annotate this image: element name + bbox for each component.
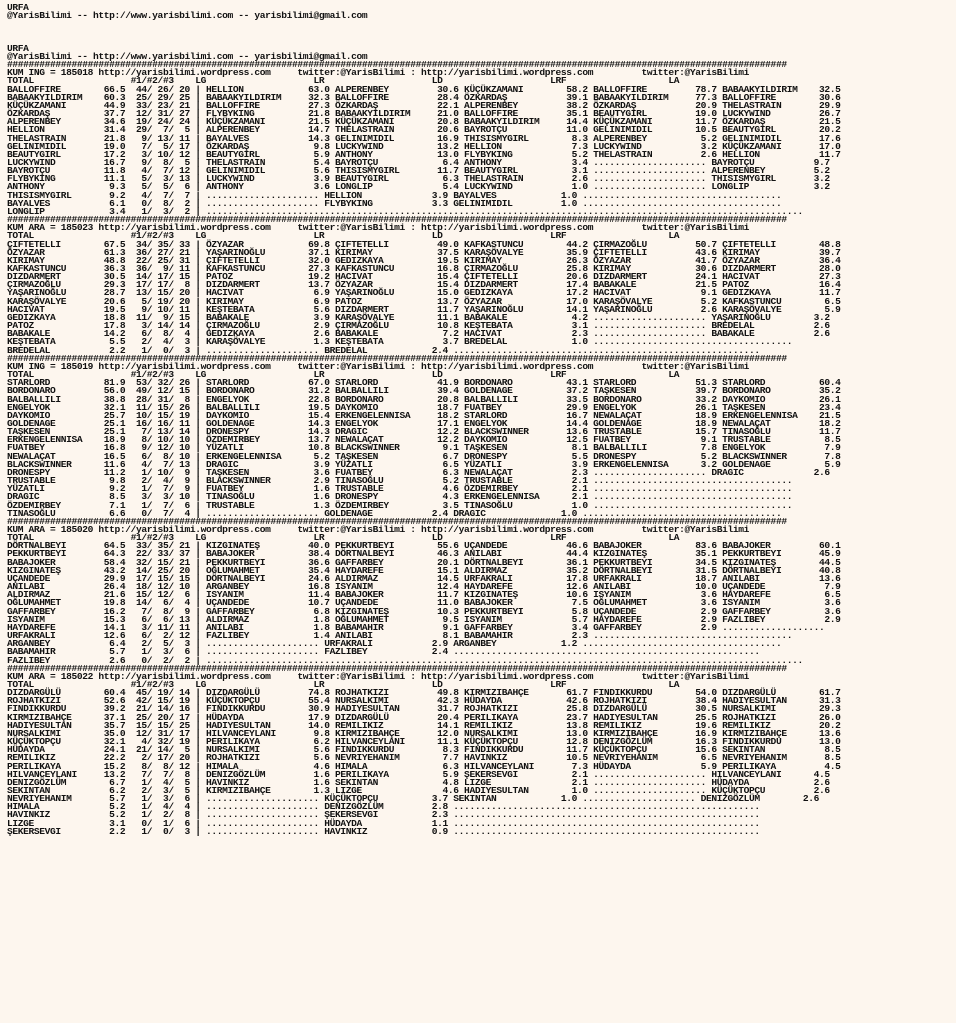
horse-row: OĞLUMAHMET 19.8 14/ 6/ 4 | UÇANDEDE 10.7 UÇANDEDE 11.0 BABAJOKER 7.5 OĞLUMAHMET 3.6 ISYANIM 3.6 <box>7 597 841 609</box>
horse-row: TRUSTABLE 9.8 2/ 4/ 9 | BLACKSWINNER 2.9 TINASOĞLU 5.2 TRUSTABLE 2.1 ..................................... <box>7 475 793 487</box>
horse-row: URFAKRALI 12.6 6/ 2/ 12 | FAZLIBEY 1.4 ANILABI 8.1 BABAMAHIR 2.3 ..................................... <box>7 630 793 642</box>
horse-row: KÜÇÜKZAMANI 44.9 33/ 23/ 21 | BALLOFFIRE 27.3 ÖZKARDAŞ 22.1 ALPERENBEY 38.2 ÖZKARDAŞ 20.9 THELASTRAIN 29.9 <box>7 99 841 111</box>
column-headers: TOTAL #1/#2/#3 LG LR LD LRF LA <box>7 75 680 87</box>
horse-row: THELASTRAIN 21.8 9/ 13/ 11 | BAYALVES 14.3 GELINIMIDIL 16.9 THISISMYGIRL 8.3 ALPERENBEY 5.2 GELINIMIDIL 17.6 <box>7 132 841 144</box>
horse-row: KAFKASTUNCU 36.3 36/ 9/ 11 | KAFKASTUNCU 27.3 KAFKASTUNCU 16.8 ÇIRMAZOĞLU 25.8 KIRIMAY 30.6 DIZDARMERT 28.0 <box>7 263 841 274</box>
horse-row: FLYBYKING 11.1 5/ 3/ 13 | LUCKYWIND 3.9 BEAUTYGIRL 6.3 THELASTRAIN 2.6 ..................... THISISMYGIRL 3.2 <box>7 173 830 185</box>
horse-row: KIRMIZIBAHÇE 37.1 25/ 20/ 17 | HÜDAYDA 17.9 DIZDARGÜLÜ 20.4 PERILIKAYA 23.7 HADIYESULTAN 25.5 ROJHATKIZI 26.0 <box>7 711 841 723</box>
horse-row: ÖZYAZAR 61.3 36/ 27/ 21 | YAŞARINOĞLU 37.1 KIRIMAY 37.5 KARAŞÖVALYE 35.9 ÇIFTETELLI 43.6 KIRIMAY 39.7 <box>7 246 841 258</box>
horse-row: TAŞKESEN 25.1 7/ 13/ 14 | DRONESPY 14.3 DRAGIC 12.2 BLACKSWINNER 13.6 TRUSTABLE 15.7 TINASOĞLU 11.7 <box>7 426 841 438</box>
horse-row: NEVRIYEHANIM 5.7 1/ 3/ 6 | ..................... KÜÇÜKTOPÇU 3.7 SEKINTAN 1.0 ..................... DENIZGÖZLÜM 2.6 <box>7 793 819 805</box>
race-title: KUM ING = 185018 http://yarisbilimi.wordpress.com twitter:@YarisBilimi : http://yarisbilimi.wordpress.com twitter:@YarisBilimi <box>7 67 750 79</box>
horse-row: GAFFARBEY 16.2 7/ 8/ 9 | GAFFARBEY 6.8 KIZGINATEŞ 10.3 PEKKURTBEYI 5.8 UÇANDEDE 2.9 GAFFARBEY 3.6 <box>7 605 841 617</box>
horse-row: GELINIMIDIL 19.0 7/ 5/ 17 | ÖZKARDAŞ 9.8 LUCKYWIND 13.2 HELLION 7.3 LUCKYWIND 3.2 KÜÇÜKZAMANI 17.0 <box>7 140 841 152</box>
horse-row: YAŞARINOĞLU 28.7 13/ 15/ 20 | HACIVAT 6.9 YAŞARINOĞLU 15.0 GEDIZKAYA 17.2 HACIVAT 9.1 GEDIZKAYA 11.7 <box>7 287 841 299</box>
horse-row: ISYANIM 15.3 6/ 6/ 13 | ALDIRMAZ 1.8 OĞLUMAHMET 9.5 ISYANIM 5.7 HAYDAREFE 2.9 FAZLIBEY 2.9 <box>7 613 841 625</box>
horse-row: FINDIKKURDU 39.2 21/ 14/ 16 | FINDIKKURDU 30.9 HADIYESULTAN 31.7 ROJHATKIZI 25.8 DIZDARGÜLÜ 30.5 NURSALKIMI 29.3 <box>7 703 841 715</box>
header-line <box>7 28 952 36</box>
horse-row: ROJHATKIZI 52.6 42/ 15/ 19 | KÜÇÜKTOPÇU 55.4 NURSALKIMI 42.3 HÜDAYDA 42.6 ROJHATKIZI 38.4 HADIYESULTAN 31.3 <box>7 695 841 707</box>
horse-row: BAYROTÇU 11.8 4/ 7/ 12 | GELINIMIDIL 5.6 THISISMYGIRL 11.7 BEAUTYGIRL 3.1 ..................... ALPERENBEY 5.2 <box>7 165 830 177</box>
horse-row: BABAKALE 14.2 6/ 8/ 4 | GEDIZKAYA 2.6 BABAKALE 7.2 HACIVAT 2.3 ..................... BABAKALE 2.6 <box>7 328 830 340</box>
separator-line: ################################################################################################################################################# <box>7 515 787 527</box>
horse-row: BEAUTYGIRL 17.2 3/ 10/ 12 | BEAUTYGIRL 5.9 ANTHONY 13.0 FLYBYKING 5.2 THELASTRAIN 2.6 HELLION 11.7 <box>7 148 841 160</box>
race-sheet <box>7 4 952 836</box>
horse-row: DRAGIC 8.5 3/ 3/ 10 | TINASOĞLU 1.6 DRONESPY 4.3 ERKENGELENNISA 2.1 ..................................... <box>7 491 793 503</box>
horse-row: HELLION 31.4 29/ 7/ 5 | ALPERENBEY 14.7 THELASTRAIN 20.6 BAYROTÇU 11.0 GELINIMIDIL 10.5 BEAUTYGIRL 20.2 <box>7 124 841 136</box>
horse-row: LONGLIP 3.4 1/ 3/ 2 | ............................................................................................................... <box>7 205 803 217</box>
horse-row: KARAŞÖVALYE 20.6 5/ 19/ 20 | KIRIMAY 6.9 PATOZ 13.7 ÖZYAZAR 17.0 KARAŞÖVALYE 5.2 KAFKASTUNCU 6.5 <box>7 295 841 307</box>
horse-row: HAVINKIZ 5.2 1/ 2/ 8 | ..................... ŞEKERSEVGI 2.3 ......................................................... <box>7 809 760 821</box>
horse-row: HIMALA 5.2 1/ 4/ 4 | ..................... DENIZGÖZLÜM 2.8 ......................................................... <box>7 801 760 813</box>
column-headers: TOTAL #1/#2/#3 LG LR LD LRF LA <box>7 532 680 544</box>
horse-row: BORDONARO 56.0 49/ 12/ 15 | BORDONARO 31.2 BALBALLILI 39.4 GOLDENAGE 37.2 TAŞKESEN 39.7 BORDONARO 35.2 <box>7 385 841 397</box>
horse-row: GEDIZKAYA 18.8 11/ 9/ 15 | BABAKALE 3.9 KARAŞÖVALYE 11.1 BABAKALE 4.2 ..................... YAŞARINOĞLU 3.2 <box>7 311 830 323</box>
horse-row: THISISMYGIRL 9.2 4/ 7/ 7 | ..................... HELLION 3.9 BAYALVES 1.0 ..................................... <box>7 189 782 201</box>
race-title: KUM ARA = 185023 http://yarisbilimi.wordpress.com twitter:@YarisBilimi : http://yarisbilimi.wordpress.com twitter:@YarisBilimi <box>7 222 750 234</box>
horse-row: PERILIKAYA 15.2 8/ 8/ 12 | HIMALA 4.6 HIMALA 6.3 HILVANCEYLANI 7.3 HÜDAYDA 5.9 PERILIKAYA 4.5 <box>7 760 841 772</box>
horse-row: ALPERENBEY 34.6 19/ 24/ 24 | KÜÇÜKZAMANI 21.5 KÜÇÜKZAMANI 20.8 BABAAKYILDIRIM 14.4 KÜÇÜKZAMANI 11.7 ÖZKARDAŞ 21.5 <box>7 116 841 128</box>
horse-row: ŞEKERSEVGI 2.2 1/ 0/ 3 | ..................... HAVINKIZ 0.9 ......................................................... <box>7 825 760 836</box>
horse-row: HACIVAT 19.5 9/ 10/ 11 | KEŞTEBATA 5.6 DIZDARMERT 11.7 YAŞARINOĞLU 14.1 YAŞARINOĞLU 2.6 KARAŞÖVALYE 5.9 <box>7 303 841 315</box>
horse-row: NEWALAÇAT 16.5 6/ 8/ 10 | ERKENGELENNISA 5.2 TAŞKESEN 6.7 DRONESPY 5.5 DRONESPY 5.2 BLACKSWINNER 7.8 <box>7 450 841 462</box>
horse-row: BLACKSWINNER 11.6 4/ 7/ 13 | DRAGIC 3.9 YÜZATLI 6.5 YÜZATLI 3.9 ERKENGELENNISA 3.2 GOLDENAGE 5.9 <box>7 458 841 470</box>
horse-row: ÇIFTETELLI 67.5 34/ 35/ 33 | ÖZYAZAR 69.8 ÇIFTETELLI 49.0 KAFKASTUNCU 44.2 ÇIRMAZOĞLU 50.7 ÇIFTETELLI 48.8 <box>7 238 841 250</box>
header-line: URFA <box>7 4 29 13</box>
horse-row: PATOZ 17.8 3/ 14/ 14 | ÇIRMAZOĞLU 2.9 ÇIRMAZOĞLU 10.8 KEŞTEBATA 3.1 ..................... BREDELAL 2.6 <box>7 320 830 332</box>
horse-row: ANILABI 26.4 18/ 12/ 10 | ARGANBEY 16.8 ISYANIM 12.4 HAYDAREFE 12.6 ANILABI 10.0 UÇANDEDE 7.9 <box>7 581 841 593</box>
horse-row: ERKENGELENNISA 18.9 8/ 10/ 10 | ÖZDEMIRBEY 13.7 NEWALAÇAT 12.2 DAYKOMIO 12.5 FUATBEY 9.1 TRUSTABLE 8.5 <box>7 434 841 446</box>
horse-row: HILVANCEYLANI 13.2 7/ 7/ 8 | DENIZGÖZLÜM 1.6 PERILIKAYA 5.9 ŞEKERSEVGI 2.1 ..................... HILVANCEYLANI 4.5 <box>7 768 830 780</box>
horse-row: ALDIRMAZ 21.6 15/ 12/ 6 | ISYANIM 11.4 BABAJOKER 11.7 KIZGINATEŞ 10.6 ISYANIM 3.6 HAYDAREFE 6.5 <box>7 589 841 601</box>
horse-row: GOLDENAGE 25.1 16/ 16/ 11 | GOLDENAGE 14.3 ENGELYOK 17.1 ENGELYOK 14.4 GOLDENAGE 18.9 NEWALAÇAT 18.2 <box>7 417 841 429</box>
separator-line: ################################################################################################################################################# <box>7 59 787 71</box>
horse-row: DÖRTNALBEYI 64.5 33/ 35/ 21 | KIZGINATEŞ 40.0 PEKKURTBEYI 55.6 UÇANDEDE 46.6 BABAJOKER 83.6 BABAJOKER 60.1 <box>7 540 841 552</box>
separator-line: ################################################################################################################################################# <box>7 662 787 674</box>
horse-row: DIZDARMERT 30.5 14/ 17/ 15 | PATOZ 19.2 HACIVAT 15.4 ÇIFTETELLI 20.6 DIZDARMERT 24.1 HACIVAT 27.3 <box>7 271 841 283</box>
horse-row: BAYALVES 6.1 0/ 8/ 2 | ..................... FLYBYKING 3.3 GELINIMIDIL 1.0 ..................................... <box>7 197 782 209</box>
column-headers: TOTAL #1/#2/#3 LG LR LD LRF LA <box>7 369 680 381</box>
horse-row: FUATBEY 16.8 9/ 12/ 10 | YÜZATLI 10.8 BLACKSWINNER 9.1 TAŞKESEN 8.1 BALBALLILI 7.8 ENGELYOK 7.9 <box>7 442 841 454</box>
horse-row: BREDELAL 2.2 1/ 0/ 3 | ..................... BREDELAL 2.4 ......................................................... <box>7 344 760 356</box>
horse-row: STARLORD 81.9 53/ 32/ 26 | STARLORD 67.0 STARLORD 41.9 BORDONARO 43.1 STARLORD 51.3 STARLORD 60.4 <box>7 377 841 389</box>
horse-row: ARGANBEY 6.4 2/ 5/ 3 | ..................... URFAKRALI 2.9 ARGANBEY 1.2 ..................................... <box>7 638 782 650</box>
separator-line: ################################################################################################################################################# <box>7 352 787 364</box>
horse-row: DAYKOMIO 25.7 10/ 15/ 19 | DAYKOMIO 15.4 ERKENGELENNISA 18.2 STARLORD 16.7 NEWALAÇAT 18.9 ERKENGELENNISA 21.5 <box>7 409 841 421</box>
horse-row: ÖZDEMIRBEY 7.1 1/ 7/ 6 | TRUSTABLE 1.3 ÖZDEMIRBEY 3.5 TINASOĞLU 1.0 ..................................... <box>7 499 793 511</box>
horse-row: BABAJOKER 58.4 32/ 15/ 21 | PEKKURTBEYI 36.6 GAFFARBEY 20.1 DÖRTNALBEYI 36.1 PEKKURTBEYI 34.5 KIZGINATEŞ 44.5 <box>7 556 841 568</box>
horse-row: KIRIMAY 48.8 22/ 25/ 31 | ÇIFTETELLI 32.0 GEDIZKAYA 19.5 KIRIMAY 26.3 ÖZYAZAR 41.7 ÖZYAZAR 36.4 <box>7 254 841 266</box>
horse-row: BALBALLILI 38.8 28/ 31/ 8 | ENGELYOK 22.8 BORDONARO 20.8 BALBALLILI 33.5 BORDONARO 33.2 DAYKOMIO 26.1 <box>7 393 841 405</box>
race-title: KUM ING = 185019 http://yarisbilimi.wordpress.com twitter:@YarisBilimi : http://yarisbilimi.wordpress.com twitter:@YarisBilimi <box>7 360 750 372</box>
horse-row: HAYDAREFE 14.1 3/ 11/ 11 | ANILABI 1.8 BABAMAHIR 9.1 GAFFARBEY 3.4 GAFFARBEY 2.9 ................... <box>7 621 825 633</box>
horse-row: ANTHONY 9.3 5/ 5/ 6 | ANTHONY 3.6 LONGLIP 5.4 LUCKYWIND 1.0 ..................... LONGLIP 3.2 <box>7 181 830 193</box>
horse-row: ÇIRMAZOĞLU 29.3 17/ 17/ 8 | DIZDARMERT 13.7 ÖZYAZAR 15.4 DIZDARMERT 17.4 BABAKALE 21.5 PATOZ 16.4 <box>7 279 841 291</box>
horse-row: DENIZGÖZLÜM 6.7 1/ 4/ 5 | HAVINKIZ 1.6 SEKINTAN 4.8 LIZGE 2.1 ..................... HÜDAYDA 2.6 <box>7 776 830 788</box>
horse-row: HÜDAYDA 24.1 21/ 14/ 5 | NURSALKIMI 5.6 FINDIKKURDU 8.3 FINDIKKURDU 11.7 KÜÇÜKTOPÇU 15.6 SEKINTAN 8.5 <box>7 744 841 756</box>
horse-row: ENGELYOK 32.1 11/ 15/ 26 | BALBALLILI 19.5 DAYKOMIO 18.7 FUATBEY 29.9 ENGELYOK 26.1 TAŞKESEN 23.4 <box>7 401 841 413</box>
horse-row: SEKINTAN 6.2 2/ 3/ 5 | KIRMIZIBAHÇE 1.3 LIZGE 4.6 HADIYESULTAN 1.0 ..................... KÜÇÜKTOPÇU 2.6 <box>7 785 830 796</box>
horse-row: LUCKYWIND 16.7 9/ 8/ 5 | THELASTRAIN 5.4 BAYROTÇU 6.4 ANTHONY 3.4 ..................... BAYROTÇU 9.7 <box>7 156 830 168</box>
race-title: KUM ARA = 185022 http://yarisbilimi.wordpress.com twitter:@YarisBilimi : http://yarisbilimi.wordpress.com twitter:@YarisBilimi <box>7 670 750 682</box>
header-line: @YarisBilimi -- http://www.yarisbilimi.com -- yarisbilimi@gmail.com <box>7 10 368 22</box>
horse-row: UÇANDEDE 29.9 17/ 15/ 15 | DÖRTNALBEYI 24.6 ALDIRMAZ 14.5 URFAKRALI 17.8 URFAKRALI 18.7 ANILABI 13.6 <box>7 572 841 584</box>
horse-row: TINASOĞLU 6.6 0/ 7/ 4 | ..................... GOLDENAGE 2.4 DRAGIC 1.0 ..................................... <box>7 507 782 519</box>
column-headers: TOTAL #1/#2/#3 LG LR LD LRF LA <box>7 230 680 242</box>
horse-row: FAZLIBEY 2.6 0/ 2/ 2 | ............................................................................................................... <box>7 654 803 666</box>
horse-row: LIZGE 3.1 0/ 1/ 6 | ..................... HÜDAYDA 1.1 ......................................................... <box>7 817 760 829</box>
horse-row: NURSALKIMI 35.0 12/ 31/ 17 | HILVANCEYLANI 9.8 KIRMIZIBAHÇE 12.0 NURSALKIMI 13.0 KIRMIZIBAHÇE 16.9 KIRMIZIBAHÇE 13.6 <box>7 727 841 739</box>
horse-row: PEKKURTBEYI 64.3 22/ 33/ 37 | BABAJOKER 38.4 DÖRTNALBEYI 46.3 ANILABI 44.4 KIZGINATEŞ 35.1 PEKKURTBEYI 45.9 <box>7 548 841 560</box>
horse-row: HADIYESULTAN 35.7 15/ 15/ 25 | HADIYESULTAN 14.0 REMILIKIZ 14.1 REMILIKIZ 13.8 REMILIKIZ 19.6 REMILIKIZ 20.2 <box>7 719 841 731</box>
header-line <box>7 37 952 45</box>
horse-row: BALLOFFIRE 66.5 44/ 26/ 20 | HELLION 63.0 ALPERENBEY 30.6 KÜÇÜKZAMANI 58.2 BALLOFFIRE 78.7 BABAAKYILDIRIM 32.5 <box>7 83 841 95</box>
horse-row: YÜZATLI 9.2 1/ 7/ 9 | FUATBEY 1.6 TRUSTABLE 4.6 ÖZDEMIRBEY 2.1 ..................................... <box>7 483 793 495</box>
header-line: @YarisBilimi -- http://www.yarisbilimi.com -- yarisbilimi@gmail.com <box>7 50 368 62</box>
horse-row: KEŞTEBATA 5.5 2/ 4/ 3 | KARAŞÖVALYE 1.3 KEŞTEBATA 3.7 BREDELAL 1.0 ..................................... <box>7 336 793 348</box>
header-line: URFA <box>7 42 29 54</box>
horse-row: DRONESPY 11.2 1/ 10/ 9 | TAŞKESEN 3.6 FUATBEY 6.3 NEWALAÇAT 2.3 ..................... DRAGIC 2.6 <box>7 466 830 478</box>
race-title: KUM ARA = 185020 http://yarisbilimi.wordpress.com twitter:@YarisBilimi : http://yarisbilimi.wordpress.com twitter:@YarisBilimi <box>7 524 750 535</box>
horse-row: DIZDARGÜLÜ 60.4 45/ 19/ 14 | DIZDARGÜLÜ 74.8 ROJHATKIZI 49.8 KIRMIZIBAHÇE 61.7 FINDIKKURDU 54.0 DIZDARGÜLÜ 61.7 <box>7 687 841 699</box>
horse-row: REMILIKIZ 22.2 2/ 17/ 20 | ROJHATKIZI 5.6 NEVRIYEHANIM 7.7 HAVINKIZ 10.5 NEVRIYEHANIM 6.5 NEVRIYEHANIM 8.5 <box>7 752 841 764</box>
horse-row: KIZGINATEŞ 43.2 14/ 25/ 20 | OĞLUMAHMET 35.4 HAYDAREFE 15.1 ALDIRMAZ 35.2 DÖRTNALBEYI 31.5 DÖRTNALBEYI 40.8 <box>7 564 841 576</box>
separator-line: ################################################################################################################################################# <box>7 214 787 226</box>
horse-row: KÜÇÜKTOPÇU 32.1 4/ 32/ 19 | PERILIKAYA 6.2 HILVANCEYLANI 11.1 KÜÇÜKTOPÇU 12.8 DENIZGÖZLÜM 16.3 FINDIKKURDU 13.0 <box>7 736 841 748</box>
horse-row: BABAAKYILDIRIM 60.3 25/ 29/ 25 | BABAAKYILDIRIM 32.3 BALLOFFIRE 28.4 ÖZKARDAŞ 39.1 BABAAKYILDIRIM 77.3 BALLOFFIRE 30.6 <box>7 91 841 103</box>
column-headers: TOTAL #1/#2/#3 LG LR LD LRF LA <box>7 678 680 690</box>
header-line <box>7 20 952 28</box>
horse-row: ÖZKARDAŞ 37.7 12/ 31/ 27 | FLYBYKING 21.8 BABAAKYILDIRIM 21.0 BALLOFFIRE 35.1 BEAUTYGIRL 19.0 LUCKYWIND 26.7 <box>7 108 841 120</box>
horse-row: BABAMAHIR 5.7 1/ 3/ 6 | ..................... FAZLIBEY 2.4 ......................................................... <box>7 646 760 658</box>
